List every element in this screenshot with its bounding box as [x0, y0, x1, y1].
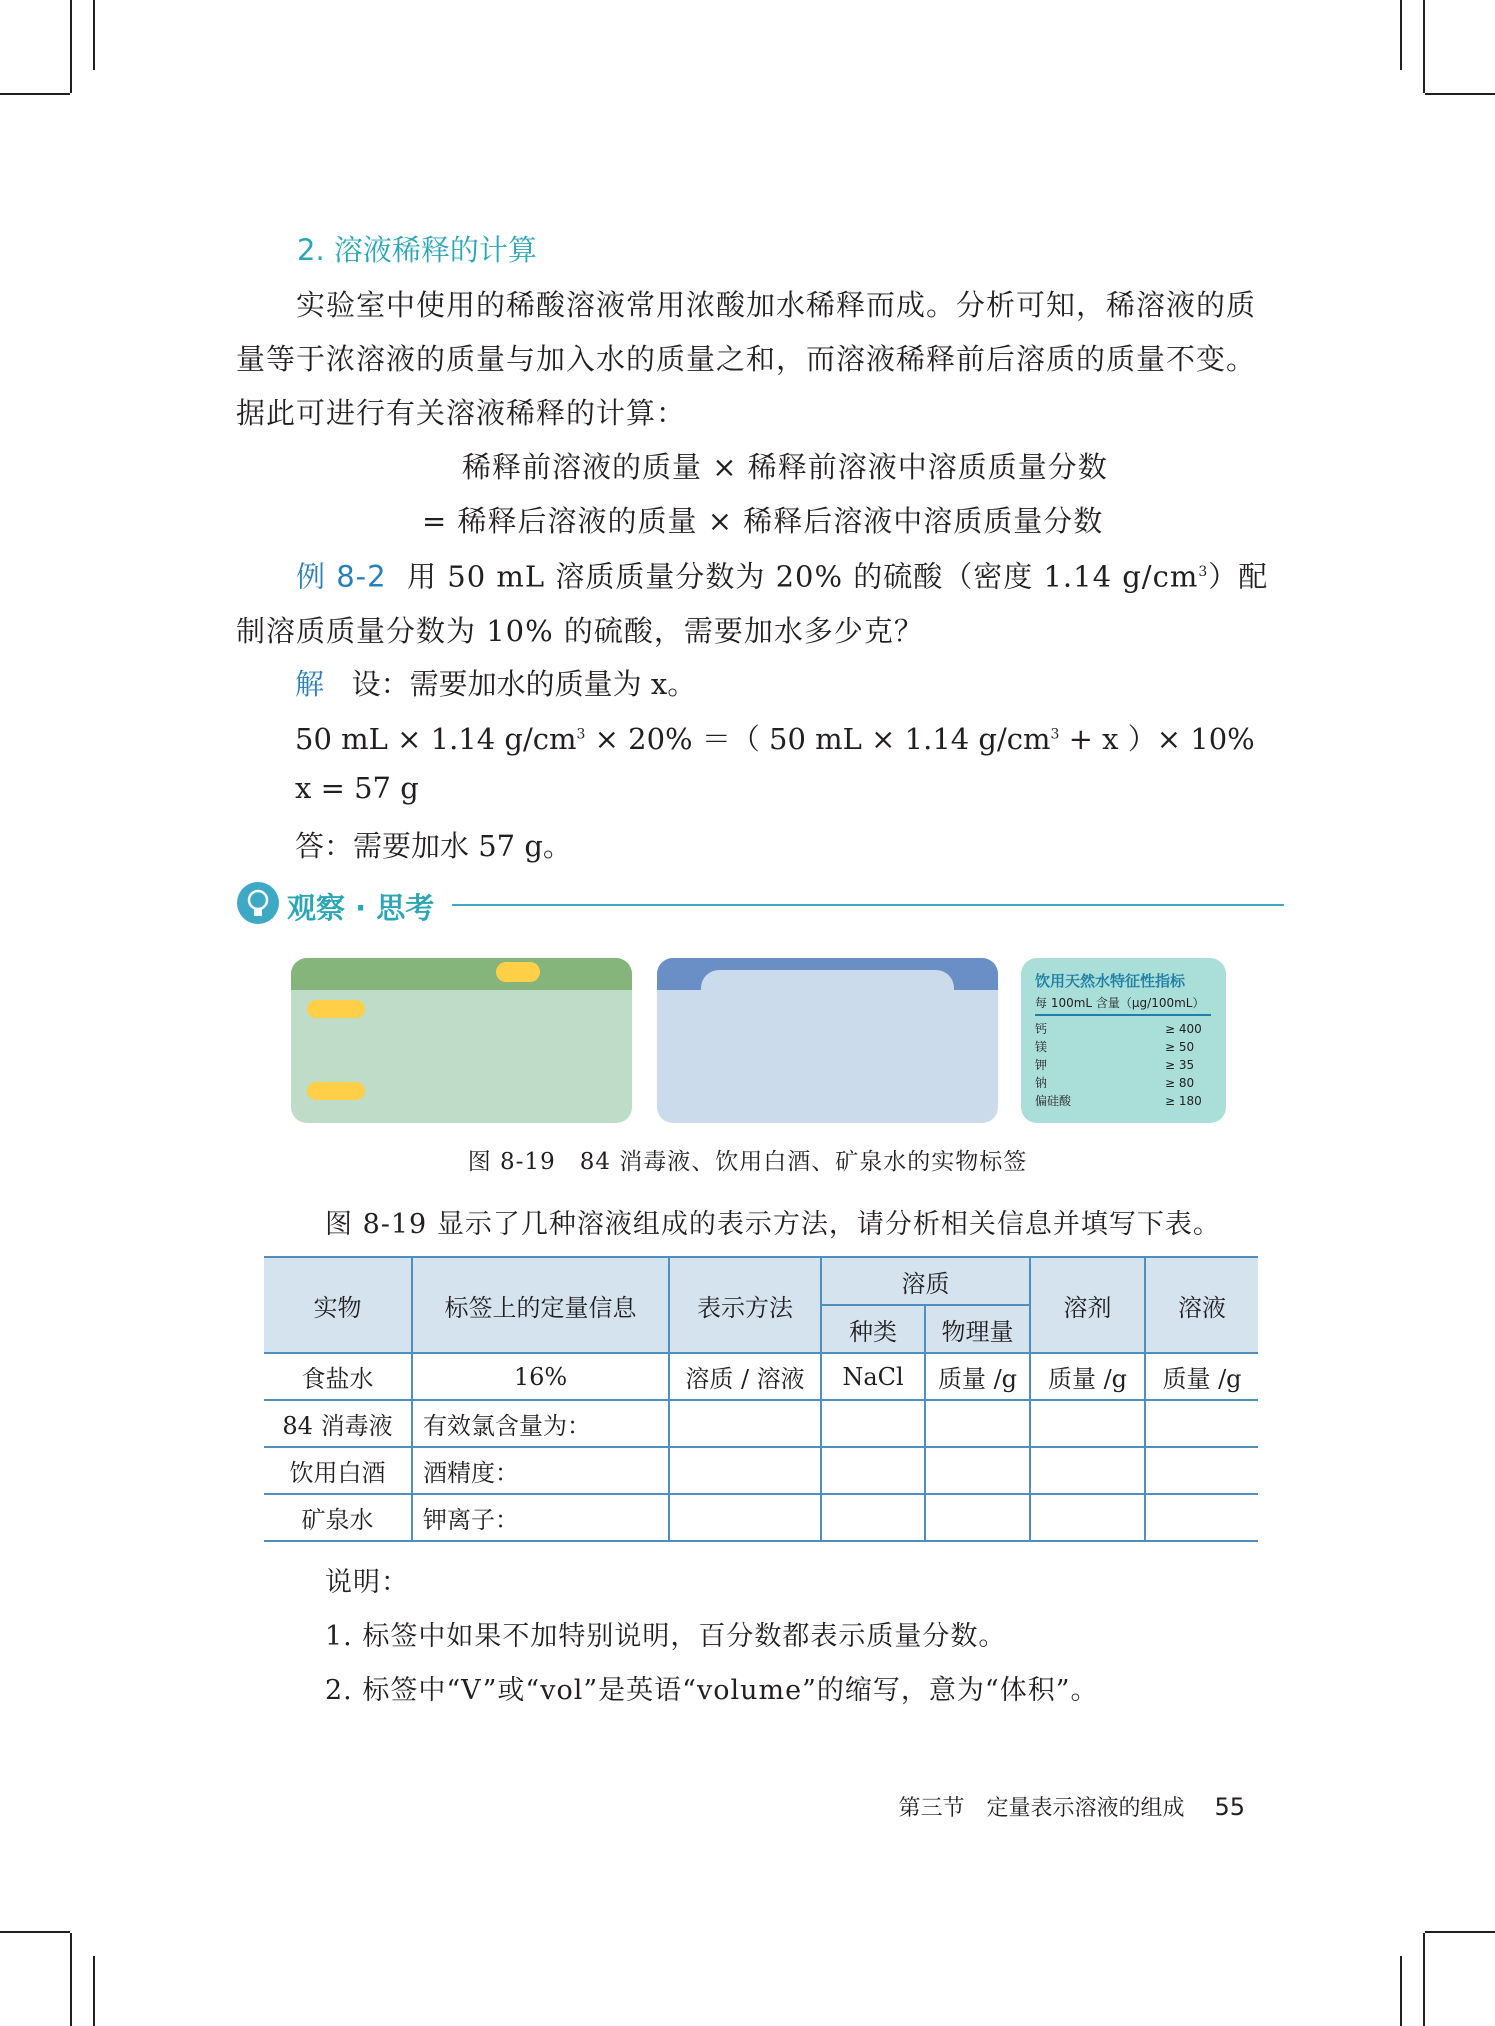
- notes-title: 说明：: [325, 1567, 409, 1598]
- cell-method[interactable]: [669, 1447, 821, 1494]
- page-footer: [898, 1791, 1245, 1822]
- mineral-value: ≥ 180: [1165, 1094, 1202, 1108]
- equation-part: × 20% ＝（ 50 mL × 1.14 g/cm: [585, 722, 1051, 756]
- cell-item: 饮用白酒: [264, 1447, 412, 1494]
- header-solute-kind: 种类: [821, 1305, 925, 1353]
- solution-answer: 答：需要加水 57 g。: [295, 829, 572, 863]
- header-solute: 溶质: [821, 1257, 1030, 1305]
- mineral-value: ≥ 400: [1165, 1022, 1202, 1036]
- table-row: [264, 1400, 1258, 1447]
- cell-solution[interactable]: [1145, 1494, 1258, 1541]
- example-label: 例 8-2: [296, 559, 387, 594]
- mineral-value: ≥ 50: [1165, 1040, 1195, 1054]
- observe-title: 观察 · 思考: [287, 891, 435, 925]
- formula-line-2: = 稀释后溶液的质量 × 稀释后溶液中溶质质量分数: [422, 504, 1104, 538]
- equation-part: + x ）× 10%: [1059, 722, 1255, 756]
- crop-mark: [70, 1933, 72, 2026]
- note-item: 1. 标签中如果不加特别说明，百分数都表示质量分数。: [325, 1621, 1007, 1652]
- figure-caption: 图 8-19 84 消毒液、饮用白酒、矿泉水的实物标签: [467, 1149, 1028, 1175]
- divider: [1035, 1014, 1211, 1016]
- section-title: 2. 溶液稀释的计算: [297, 233, 537, 267]
- header-item: 实物: [264, 1257, 412, 1353]
- liquor-label-image: [657, 958, 998, 1123]
- header-solution: 溶液: [1145, 1257, 1258, 1353]
- example-block: [236, 545, 1281, 658]
- mineral-value: ≥ 80: [1165, 1076, 1195, 1090]
- mineral-label-title: 饮用天然水特征性指标: [1035, 972, 1186, 990]
- crop-mark: [93, 0, 95, 70]
- disinfectant-label-image: [291, 958, 632, 1123]
- mineral-row: [1035, 1074, 1211, 1092]
- equation-part: 50 mL × 1.14 g/cm: [295, 722, 577, 756]
- intro-paragraph-text: 实验室中使用的稀酸溶液常用浓酸加水稀释而成。分析可知，稀溶液的质量等于浓溶液的质量与加入水的质量之和，而溶液稀释前后溶质的质量不变。据此可进行有关溶液稀释的计算：: [236, 288, 1257, 430]
- mineral-name: 钙: [1035, 1022, 1048, 1036]
- cell-kind: NaCl: [821, 1353, 925, 1400]
- superscript: 3: [1198, 564, 1209, 580]
- cell-item: 矿泉水: [264, 1494, 412, 1541]
- cell-method[interactable]: [669, 1494, 821, 1541]
- cell-item: 食盐水: [264, 1353, 412, 1400]
- header-method: 表示方法: [669, 1257, 821, 1353]
- mineral-name: 钾: [1035, 1058, 1048, 1072]
- chapter-title: 第三节 定量表示溶液的组成: [898, 1796, 1185, 1821]
- divider: [452, 904, 1284, 906]
- cell-method[interactable]: [669, 1400, 821, 1447]
- header-label-info: 标签上的定量信息: [412, 1257, 669, 1353]
- cell-kind[interactable]: [821, 1400, 925, 1447]
- cell-quantity[interactable]: [925, 1400, 1030, 1447]
- cell-kind[interactable]: [821, 1447, 925, 1494]
- mineral-value: ≥ 35: [1165, 1058, 1195, 1072]
- solution-setup-text: 设：需要加水的质量为 x。: [351, 667, 697, 701]
- superscript: 3: [1050, 726, 1060, 743]
- solution-result: x = 57 g: [295, 771, 419, 805]
- crop-mark: [1423, 0, 1425, 93]
- label-window: [701, 970, 954, 1030]
- crop-mark: [93, 1956, 95, 2026]
- header-solute-quantity: 物理量: [925, 1305, 1030, 1353]
- intro-paragraph: [236, 278, 1281, 440]
- crop-mark: [1400, 0, 1402, 70]
- cell-solvent[interactable]: [1030, 1494, 1145, 1541]
- mineral-water-label: [1021, 958, 1226, 1123]
- crop-mark: [1425, 93, 1495, 95]
- superscript: 3: [576, 726, 586, 743]
- label-tag: [496, 962, 540, 982]
- cell-item: 84 消毒液: [264, 1400, 412, 1447]
- mineral-row: [1035, 1020, 1211, 1038]
- mineral-name: 偏硅酸: [1035, 1094, 1072, 1108]
- cell-method: 溶质 / 溶液: [669, 1353, 821, 1400]
- mineral-row: [1035, 1038, 1211, 1056]
- crop-mark: [1425, 1931, 1495, 1933]
- table-row: [264, 1353, 1258, 1400]
- crop-mark: [1400, 1956, 1402, 2026]
- solution-setup: [295, 662, 696, 703]
- cell-info[interactable]: 酒精度：: [412, 1447, 669, 1494]
- cell-quantity[interactable]: [925, 1494, 1030, 1541]
- mineral-name: 镁: [1035, 1040, 1048, 1054]
- mineral-label-subtitle: 每 100mL 含量（μg/100mL）: [1035, 996, 1205, 1010]
- note-item: 2. 标签中“V”或“vol”是英语“volume”的缩写，意为“体积”。: [325, 1675, 1099, 1706]
- solution-equation: [295, 717, 1255, 758]
- solution-label: 解: [295, 667, 325, 701]
- table-row: [264, 1447, 1258, 1494]
- cell-solvent[interactable]: [1030, 1400, 1145, 1447]
- crop-mark: [0, 1931, 70, 1933]
- formula-line-1: 稀释前溶液的质量 × 稀释前溶液中溶质质量分数: [462, 450, 1108, 484]
- cell-solvent[interactable]: [1030, 1447, 1145, 1494]
- page-number: 55: [1214, 1793, 1245, 1821]
- example-text-end: ）配制溶质质量分数为 10% 的硫酸，需要加水多少克？: [236, 559, 1269, 648]
- label-tag: [307, 1000, 365, 1018]
- analysis-table: [264, 1256, 1258, 1542]
- cell-info[interactable]: 钾离子：: [412, 1494, 669, 1541]
- table-intro: 图 8-19 显示了几种溶液组成的表示方法，请分析相关信息并填写下表。: [325, 1209, 1221, 1240]
- crop-mark: [0, 93, 70, 95]
- lightbulb-icon: [237, 882, 279, 924]
- cell-solution[interactable]: [1145, 1400, 1258, 1447]
- cell-quantity: 质量 /g: [925, 1353, 1030, 1400]
- cell-quantity[interactable]: [925, 1447, 1030, 1494]
- cell-solvent: 质量 /g: [1030, 1353, 1145, 1400]
- mineral-row: [1035, 1092, 1211, 1110]
- crop-mark: [70, 0, 72, 93]
- label-band: [291, 958, 632, 990]
- mineral-name: 钠: [1035, 1076, 1048, 1090]
- cell-info: 16%: [412, 1353, 669, 1400]
- crop-mark: [1423, 1933, 1425, 2026]
- cell-solution[interactable]: [1145, 1447, 1258, 1494]
- label-tag: [307, 1082, 365, 1100]
- cell-kind[interactable]: [821, 1494, 925, 1541]
- cell-info[interactable]: 有效氯含量为：: [412, 1400, 669, 1447]
- mineral-row: [1035, 1056, 1211, 1074]
- example-text: 用 50 mL 溶质质量分数为 20% 的硫酸（密度 1.14 g/cm: [407, 559, 1199, 594]
- header-solvent: 溶剂: [1030, 1257, 1145, 1353]
- mineral-rows: [1035, 1020, 1211, 1110]
- table-row: [264, 1494, 1258, 1541]
- cell-solution: 质量 /g: [1145, 1353, 1258, 1400]
